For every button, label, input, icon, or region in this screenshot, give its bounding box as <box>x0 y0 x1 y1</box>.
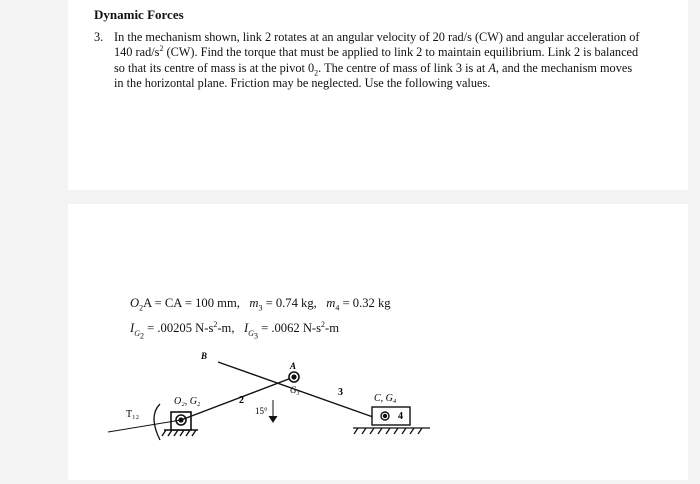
ig3-sup: 2 <box>321 320 326 329</box>
m3-symbol: m <box>249 296 259 310</box>
problem-sup-1: 2 <box>159 44 164 54</box>
ig3-unit: -m <box>325 321 340 336</box>
label-cg4: C, G₄ <box>374 393 397 404</box>
ig3-subsub: 3 <box>253 331 258 341</box>
label-link-4: 4 <box>398 411 403 422</box>
ground-o2 <box>162 430 198 436</box>
angle-arrow <box>269 416 277 422</box>
ig2-sub: G <box>134 328 140 338</box>
slider-block <box>372 407 410 425</box>
o2a-symbol: O <box>130 296 140 310</box>
problem-text-4: , and the mechanism moves in the horizontal plane. Friction may be neglected. Use the following values. <box>114 60 633 91</box>
figure-card <box>68 204 688 480</box>
mechanism-diagram <box>68 204 688 480</box>
problem-text-1: In the mechanism shown, link 2 rotates at an angular velocity of 20 rad/s (CW) and angular acceleration of 140 rad/s <box>114 30 640 60</box>
problem-sub-1: 2 <box>314 68 319 78</box>
label-o2g2: O₂, G₂ <box>174 396 201 407</box>
ig3-value: = .0062 N-s <box>257 321 322 336</box>
label-link-3: 3 <box>338 387 343 398</box>
problem-point-a: A <box>488 60 496 75</box>
pin-a <box>289 372 299 382</box>
label-a: A <box>290 361 297 371</box>
torque-arc <box>154 404 160 440</box>
ig3-sub: G <box>248 328 254 338</box>
ground-slider <box>353 428 430 434</box>
m3-value: = 0.74 kg, <box>262 296 317 310</box>
m4-value: = 0.32 kg <box>339 296 391 310</box>
label-15deg: 15° <box>255 406 268 416</box>
label-link-2: 2 <box>239 395 244 406</box>
problem-card <box>68 0 688 190</box>
ig3-symbol: I <box>243 321 249 336</box>
problem-statement <box>114 30 642 92</box>
ig2-value: = .00205 N-s <box>143 321 214 336</box>
ig2-subsub: 2 <box>139 331 144 341</box>
problem-text-2: (CW). Find the torque that must be applied to link 2 to maintain equilibrium. Link 2 is balanced so that its centre of mass is at the pivot 0 <box>114 45 639 75</box>
problem-number: 3. <box>94 30 104 44</box>
m4-sub: 4 <box>335 303 340 313</box>
ig2-symbol: I <box>130 321 135 336</box>
ig2-sup: 2 <box>213 320 218 329</box>
m3-sub: 3 <box>258 303 263 313</box>
o2a-sub: 2 <box>139 303 144 313</box>
label-g3: G₃ <box>290 385 300 395</box>
ig2-unit: -m, <box>217 321 235 336</box>
problem-text-3: . The centre of mass of link 3 is at <box>318 60 489 75</box>
section-title: Dynamic Forces <box>94 7 184 22</box>
m4-symbol: m <box>326 296 336 310</box>
o2a-rest: A = CA = 100 mm, <box>143 296 240 310</box>
label-b: B <box>201 351 208 361</box>
label-t12: T₁₂ <box>126 409 140 420</box>
